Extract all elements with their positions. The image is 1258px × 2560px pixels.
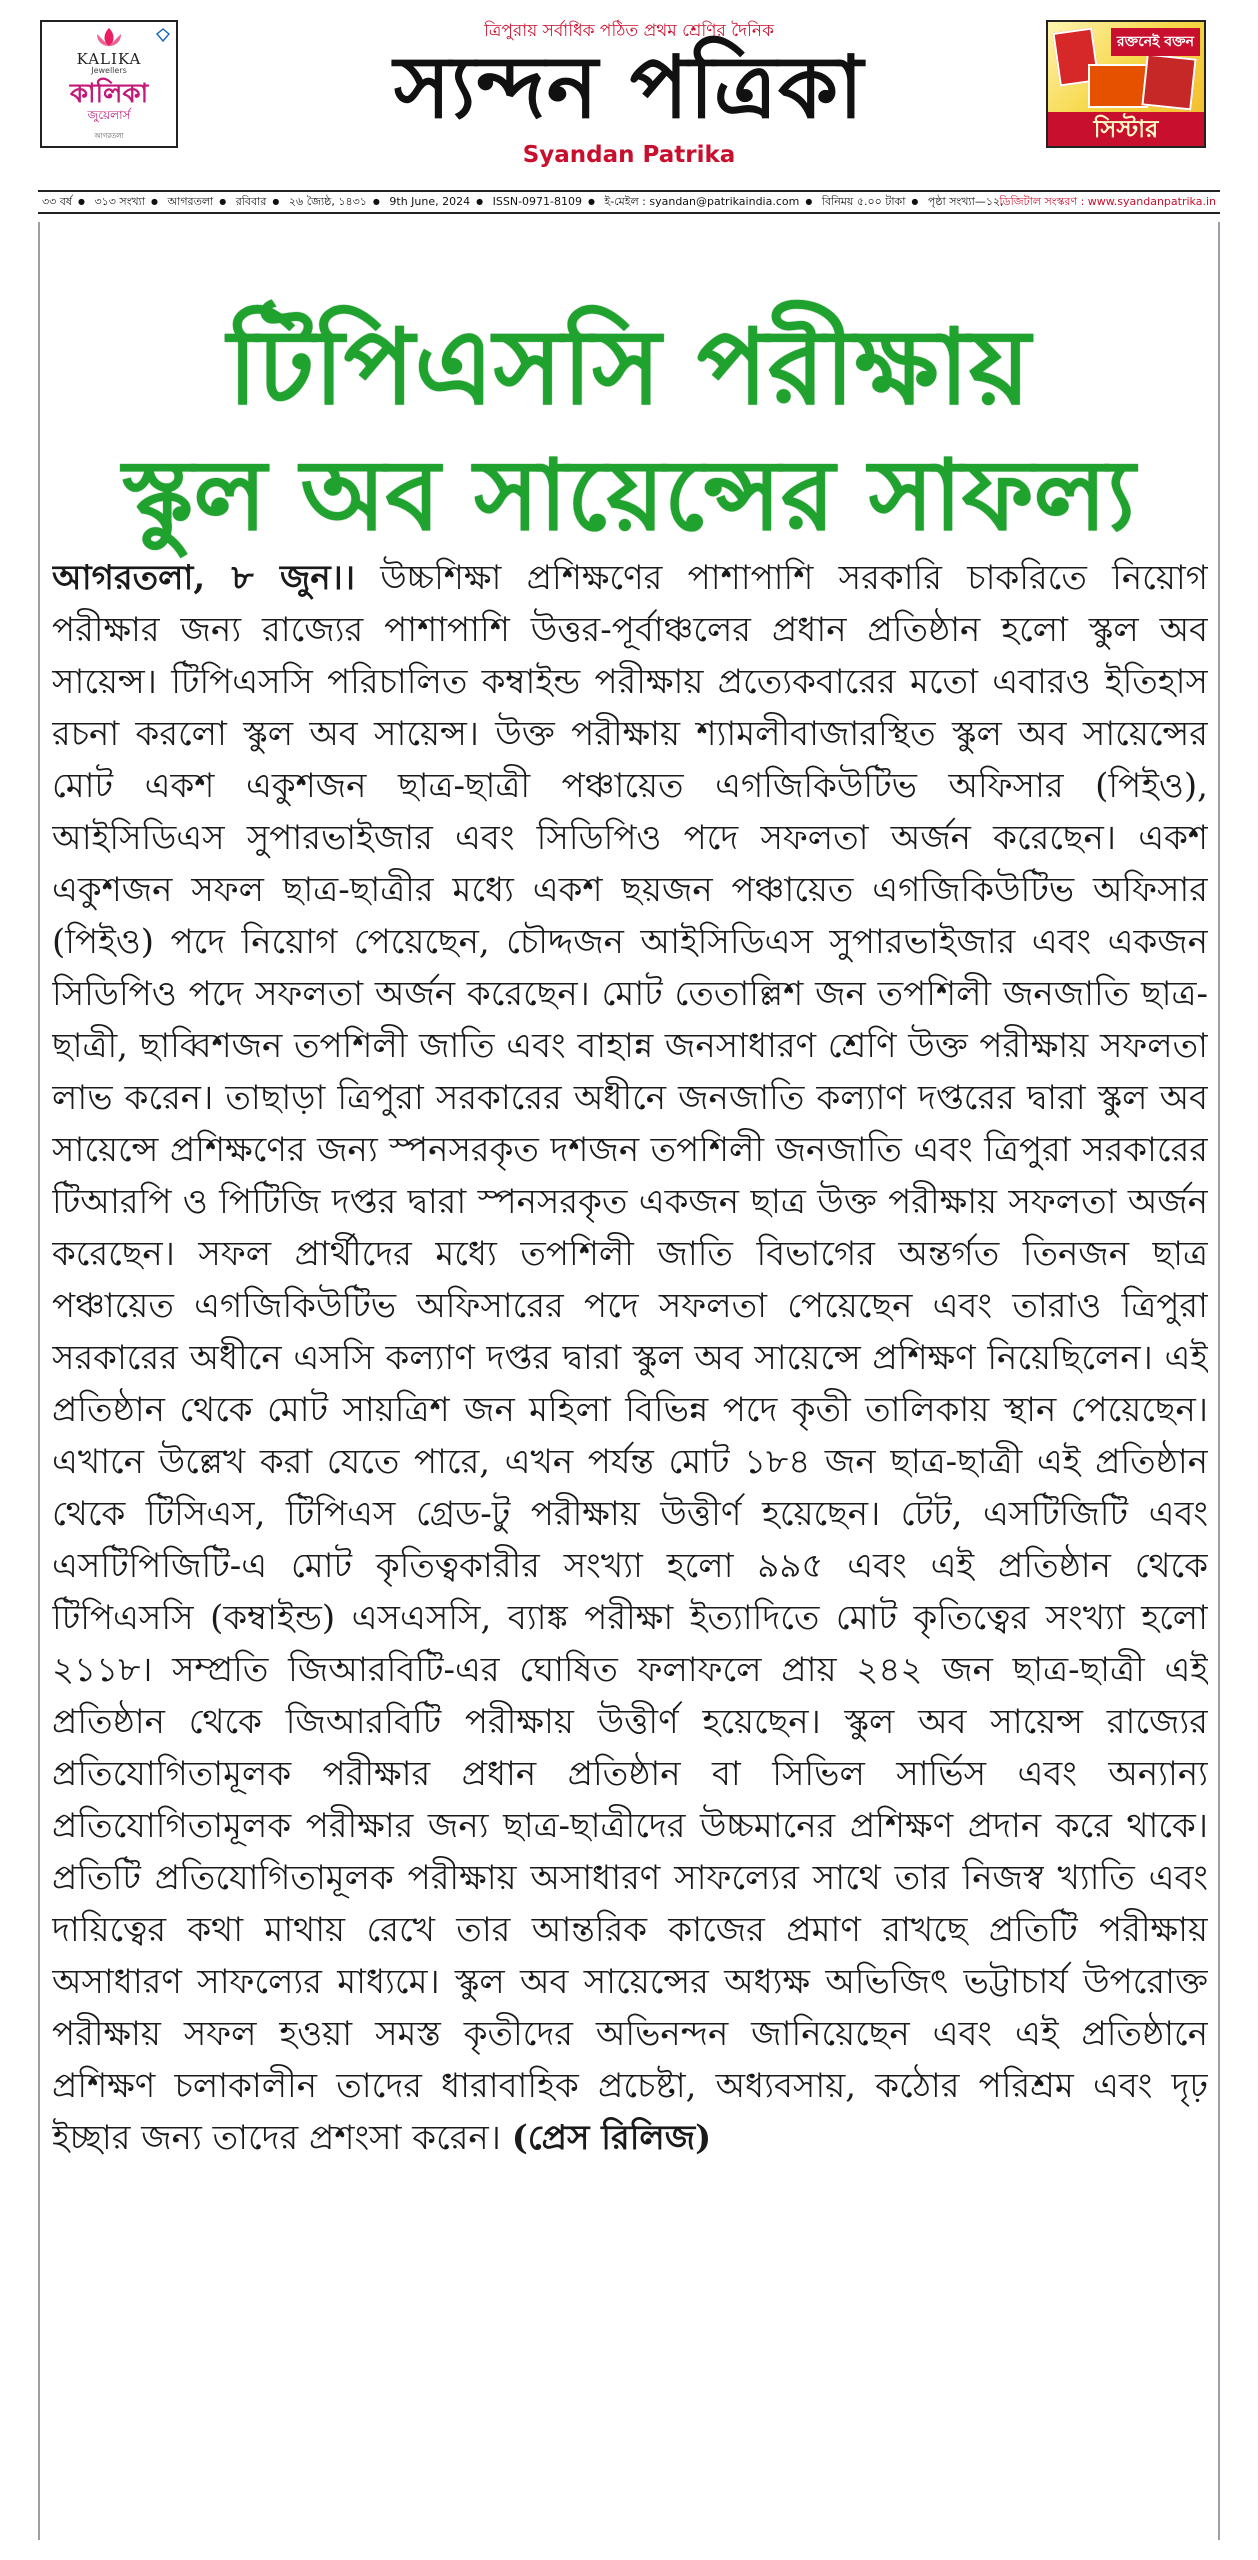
info-volume: ৩৩ বর্ষ [42, 195, 72, 208]
newspaper-title-english: Syandan Patrika [522, 142, 736, 168]
article-body-text: উচ্চশিক্ষা প্রশিক্ষণের পাশাপাশি সরকারি চাকরিতে নিয়োগ পরীক্ষার জন্য রাজ্যের পাশাপাশি উত্তর-পূর্বাঞ্চলের প্রধান প্রতিষ্ঠান হলো স্কুল অব সায়েন্স। টিপিএসসি পরিচালিত কম্বাইন্ড পরীক্ষায় প্রত্যেকবারের মতো এবারও ইতিহাস রচনা করলো স্কুল অব সায়েন্স। উক্ত পরীক্ষায় শ্যামলীবাজারস্থিত স্কুল অব সায়েন্সের মোট একশ একুশজন ছাত্র-ছাত্রী পঞ্চায়েত এগজিকিউটিভ অফিসার (পিইও), আইসিডিএস সুপারভাইজার এবং সিডিপিও পদে সফলতা অর্জন করেছেন। একশ একুশজন সফল ছাত্র-ছাত্রীর মধ্যে একশ ছয়জন পঞ্চায়েত এগজিকিউটিভ অফিসার (পিইও) পদে নিয়োগ পেয়েছেন, চৌদ্দজন আইসিডিএস সুপারভাইজার এবং একজন সিডিপিও পদে সফলতা অর্জন করেছেন। মোট তেতাল্লিশ জন তপশিলী জনজাতি ছাত্র-ছাত্রী, ছাব্বিশজন তপশিলী জাতি এবং বাহান্ন জনসাধারণ শ্রেণি উক্ত পরীক্ষায় সফলতা লাভ করেন। তাছাড়া ত্রিপুরা সরকারের অধীনে জনজাতি কল্যাণ দপ্তরের দ্বারা স্কুল অব সায়েন্সে প্রশিক্ষণের জন্য স্পনসরকৃত দশজন তপশিলী জনজাতি এবং ত্রিপুরা সরকারের টিআরপি ও পিটিজি দপ্তর দ্বারা স্পনসরকৃত একজন ছাত্র উক্ত পরীক্ষায় সফলতা অর্জন করেছেন। সফল প্রার্থীদের মধ্যে তপশিলী জাতি বিভাগের অন্তর্গত তিনজন ছাত্র পঞ্চায়েত এগজিকিউটিভ অফিসারের পদে সফলতা পেয়েছেন এবং তারাও ত্রিপুরা সরকারের অধীনে এসসি কল্যাণ দপ্তর দ্বারা স্কুল অব সায়েন্সে প্রশিক্ষণ নিয়েছিলেন। এই প্রতিষ্ঠান থেকে মোট সায়ত্রিশ জন মহিলা বিভিন্ন পদে কৃতী তালিকায় স্থান পেয়েছেন। এখানে উল্লেখ করা যেতে পারে, এখন পর্যন্ত মোট ১৮৪ জন ছাত্র-ছাত্রী এই প্রতিষ্ঠান থেকে টিসিএস, টিপিএস গ্রেড-টু পরীক্ষায় উত্তীর্ণ হয়েছেন। টেট, এসটিজিটি এবং এসটিপিজিটি-এ মোট কৃতিত্বকারীর সংখ্যা হলো ৯৯৫ এবং এই প্রতিষ্ঠান থেকে টিপিএসসি (কম্বাইন্ড) এসএসসি, ব্যাঙ্ক পরীক্ষা ইত্যাদিতে মোট কৃতিত্বের সংখ্যা হলো ২১১৮। সম্প্রতি জিআরবিটি-এর ঘোষিত ফলাফলে প্রায় ২৪২ জন ছাত্র-ছাত্রী এই প্রতিষ্ঠান থেকে জিআরবিটি পরীক্ষায় উত্তীর্ণ হয়েছেন। স্কুল অব সায়েন্স রাজ্যের প্রতিযোগিতামূলক পরীক্ষার প্রধান প্রতিষ্ঠান বা সিভিল সার্ভিস এবং অন্যান্য প্রতিযোগিতামূলক পরীক্ষার জন্য ছাত্র-ছাত্রীদের উচ্চমানের প্রশিক্ষণ প্রদান করে থাকে। প্রতিটি প্রতিযোগিতামূলক পরীক্ষায় অসাধারণ সাফল্যের সাথে তার নিজস্ব খ্যাতি এবং দায়িত্বের কথা মাথায় রেখে তার আন্তরিক কাজের প্রমাণ রাখছে প্রতিটি পরীক্ষায় অসাধারণ সাফল্যের মাধ্যমে। স্কুল অব সায়েন্সের অধ্যক্ষ অভিজিৎ ভট্টাচার্য উপরোক্ত পরীক্ষায় সফল হওয়া সমস্ত কৃতীদের অভিনন্দন জানিয়েছেন এবং এই প্রতিষ্ঠানে প্রশিক্ষণ চলাকালীন তাদের ধারাবাহিক প্রচেষ্টা, অধ্যবসায়, কঠোর পরিশ্রম এবং দৃঢ় ইচ্ছার জন্য তাদের প্রশংসা করেন। [52, 558, 1208, 2158]
info-issue-number: ৩১৩ সংখ্যা [94, 195, 146, 208]
issue-info-bar [38, 190, 1220, 214]
sister-ad-brand: সিস্টার [1048, 112, 1204, 146]
kalika-brand-bn: কালিকা [69, 79, 149, 109]
headline-line-2: স্কুল অব সায়েন্সের সাফল্য [122, 438, 1136, 553]
kalika-location: আগরতলা [94, 132, 124, 140]
headline-line-1: টিপিএসসি পরীক্ষায় [227, 305, 1031, 428]
info-price: বিনিময় ৫.০০ টাকা [821, 195, 906, 208]
info-city: আগরতলা [167, 195, 214, 208]
masthead-tagline: ত্রিপুরায় সর্বাধিক পঠিত প্রথম শ্রেণির দৈনিক [484, 21, 774, 41]
info-page-count: পৃষ্ঠা সংখ্যা—১২, [927, 195, 1004, 208]
lotus-logo-icon [89, 26, 129, 48]
kalika-brand-en: KALIKA [76, 50, 142, 68]
info-weekday: রবিবার [235, 195, 267, 208]
kalika-jewellers-ad[interactable] [40, 20, 178, 148]
kalika-brand-en-sub: Jewellers [91, 66, 127, 75]
article-body [52, 552, 1208, 2542]
newspaper-title-bengali: স্যন্দন পত্রিকা [393, 37, 865, 138]
info-date-english: 9th June, 2024 [389, 195, 471, 208]
info-date-bengali: ২৬ জ্যৈষ্ঠ, ১৪৩১ [288, 195, 367, 208]
product-box-image [1088, 64, 1148, 108]
diamond-icon [156, 28, 170, 42]
digital-edition-link[interactable]: ডিজিটাল সংস্করণ : www.syandanpatrika.in [999, 195, 1216, 208]
product-pack-image [1141, 54, 1196, 111]
issue-info-left: ৩৩ বর্ষ ● ৩১৩ সংখ্যা ● আগরতলা ● রবিবার ● ২৬ জ্যৈষ্ঠ, ১৪৩১ ● 9th June, 2024 ● ISSN-0971-8109 ● ই-মেইল : syandan@patrikaindia.com ● বিনিময় ৫.০০ টাকা ● পৃষ্ঠা সংখ্যা—১২, [42, 195, 1004, 208]
sister-ad-banner: রক্তনেই বক্তন [1111, 28, 1200, 56]
article-dateline: আগরতলা, ৮ জুন।। [52, 558, 355, 598]
info-issn: ISSN-0971-8109 [492, 195, 582, 208]
masthead [0, 0, 1258, 185]
article-credit: (প্রেস রিলিজ) [511, 2118, 712, 2158]
info-email[interactable]: ই-মেইল : syandan@patrikaindia.com [604, 195, 800, 208]
kalika-brand-bn-sub: জুয়েলার্স [87, 108, 131, 122]
sister-ad[interactable] [1046, 20, 1206, 148]
